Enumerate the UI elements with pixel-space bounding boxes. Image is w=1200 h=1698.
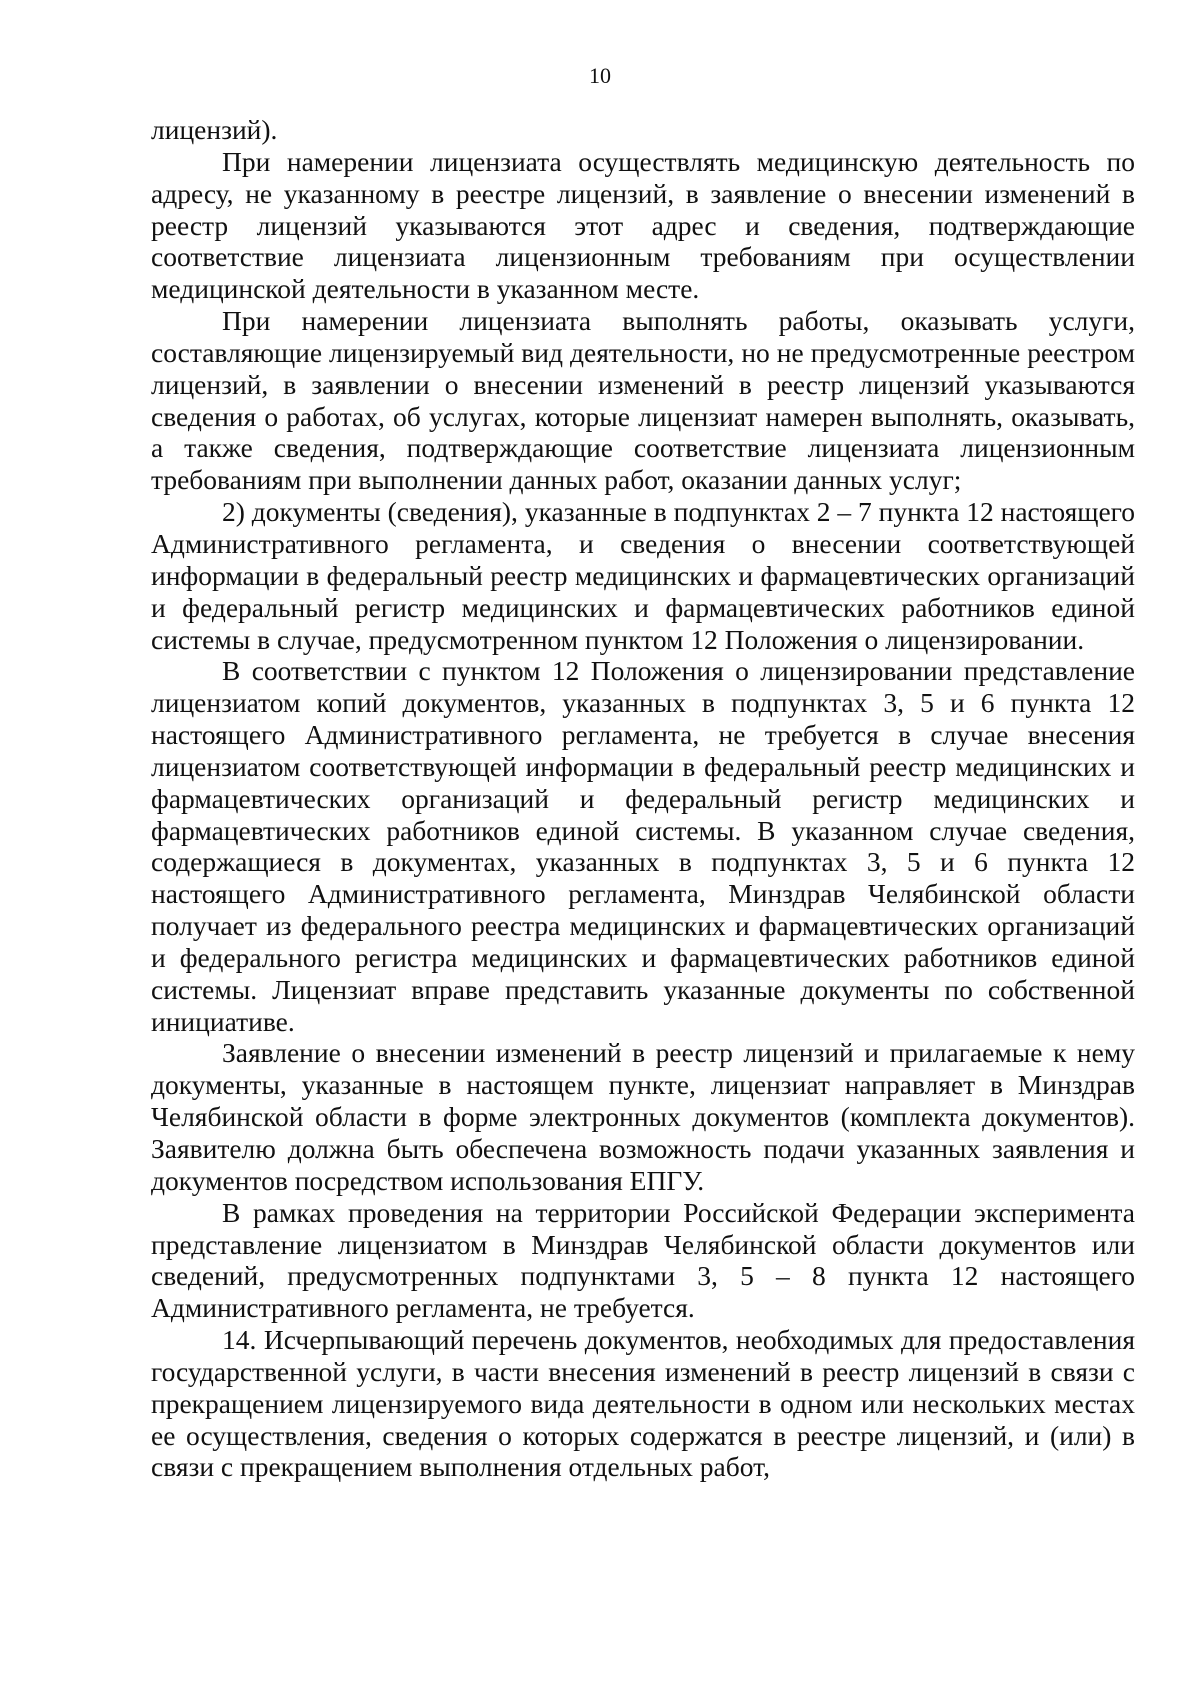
document-body: [151, 114, 1135, 1483]
page-number: 10: [589, 63, 611, 88]
paragraph-electronic-submission: Заявление о внесении изменений в реестр лицензий и прилагаемые к нему документы, указанные в настоящем пункте, лицензиат направляет в Минздрав Челябинской области в форме электронных документов (комплекта документов). Заявителю должна быть обеспечена возможность подачи указанных заявления и документов посредством использования ЕПГУ.: [151, 1037, 1135, 1196]
paragraph-experiment: В рамках проведения на территории Российской Федерации эксперимента представление лицензиатом в Минздрав Челябинской области документов или сведений, предусмотренных подпунктами 3, 5 – 8 пункта 12 настоящего Административного регламента, не требуется.: [151, 1196, 1135, 1324]
paragraph-item-2-documents: 2) документы (сведения), указанные в подпунктах 2 – 7 пункта 12 настоящего Административного регламента, и сведения о внесении соответствующей информации в федеральный реестр медицинских и фармацевтических организаций и федеральный регистр медицинских и фармацевтических работников единой системы в случае, предусмотренном пунктом 12 Положения о лицензировании.: [151, 496, 1135, 655]
paragraph-address-change: При намерении лицензиата осуществлять медицинскую деятельность по адресу, не указанному в реестре лицензий, в заявление о внесении изменений в реестр лицензий указываются этот адрес и сведения, подтверждающие соответствие лицензиата лицензионным требованиям при осуществлении медицинской деятельности в указанном месте.: [151, 145, 1135, 305]
paragraph-item-14: 14. Исчерпывающий перечень документов, необходимых для предоставления государственной услуги, в части внесения изменений в реестр лицензий в связи с прекращением лицензируемого вида деятельности в одном или нескольких местах ее осуществления, сведения о которых содержатся в реестре лицензий, и (или) в связи с прекращением выполнения отдельных работ,: [151, 1324, 1135, 1483]
paragraph-works-services: При намерении лицензиата выполнять работы, оказывать услуги, составляющие лицензируемый вид деятельности, но не предусмотренные реестром лицензий, в заявлении о внесении изменений в реестр лицензий указываются сведения о работах, об услугах, которые лицензиат намерен выполнять, оказывать, а также сведения, подтверждающие соответствие лицензиата лицензионным требованиям при выполнении данных работ, оказании данных услуг;: [151, 305, 1135, 496]
paragraph-continuation: лицензий).: [151, 114, 278, 145]
paragraph-copies-not-required: В соответствии с пунктом 12 Положения о лицензировании представление лицензиатом копий документов, указанных в подпунктах 3, 5 и 6 пункта 12 настоящего Административного регламента, не требуется в случае внесения лицензиатом соответствующей информации в федеральный реестр медицинских и фармацевтических организаций и федеральный регистр медицинских и фармацевтических работников единой системы. В указанном случае сведения, содержащиеся в документах, указанных в подпунктах 3, 5 и 6 пункта 12 настоящего Административного регламента, Минздрав Челябинской области получает из федерального реестра медицинских и фармацевтических организаций и федерального регистра медицинских и фармацевтических работников единой системы. Лицензиат вправе представить указанные документы по собственной инициативе.: [151, 655, 1135, 1037]
